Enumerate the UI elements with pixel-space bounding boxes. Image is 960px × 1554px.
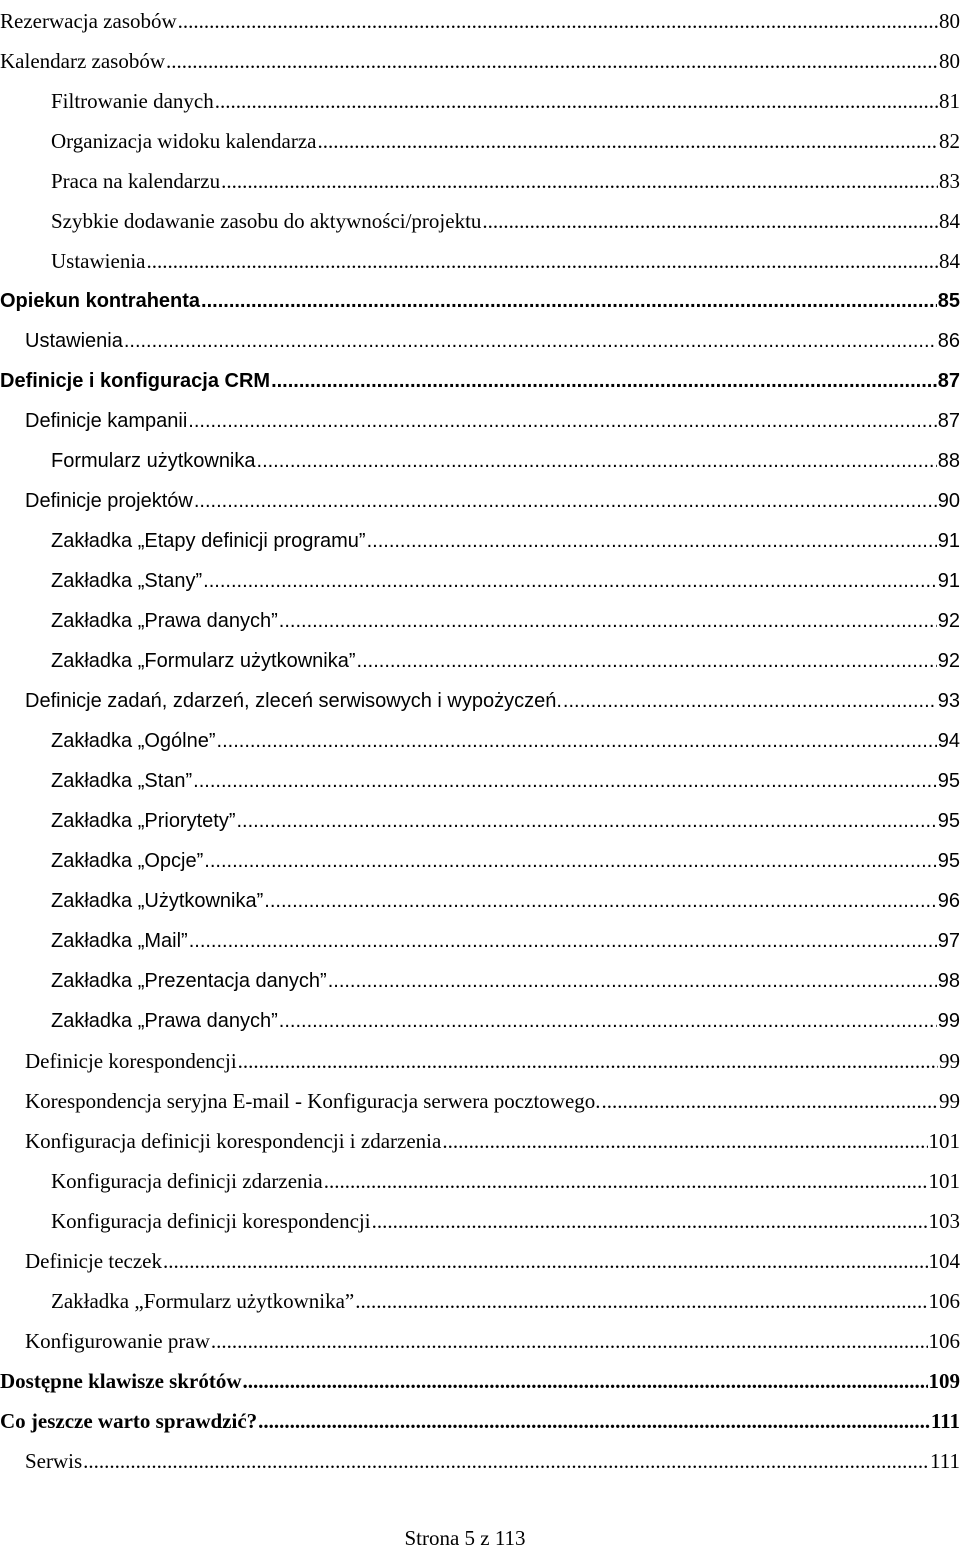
toc-leader-dots — [442, 1128, 927, 1154]
toc-entry-title: Konfiguracja definicji korespondencji i zdarzenia — [25, 1129, 442, 1153]
toc-entry[interactable] — [51, 760, 960, 794]
toc-entry-title: Co jeszcze warto sprawdzić? — [0, 1409, 258, 1433]
toc-entry-page: 103 — [928, 1209, 960, 1233]
toc-entry-page: 101 — [928, 1169, 960, 1193]
toc-leader-dots — [201, 288, 937, 314]
toc-entry-page: 81 — [939, 89, 960, 113]
toc-entry-page: 97 — [937, 930, 960, 952]
toc-leader-dots — [237, 808, 937, 834]
toc-entry[interactable] — [25, 480, 960, 514]
toc-leader-dots — [189, 928, 937, 954]
toc-entry[interactable] — [25, 1080, 960, 1114]
toc-entry-title: Konfiguracja definicji korespondencji — [51, 1209, 371, 1233]
toc-entry[interactable] — [51, 1200, 960, 1234]
toc-entry-page: 95 — [937, 810, 960, 832]
toc-entry-title: Ustawienia — [25, 330, 123, 352]
toc-entry-title: Szybkie dodawanie zasobu do aktywności/projektu — [51, 209, 482, 233]
toc-entry-page: 95 — [937, 850, 960, 872]
toc-entry-page: 96 — [937, 890, 960, 912]
toc-entry[interactable] — [51, 440, 960, 474]
toc-leader-dots — [602, 1088, 938, 1114]
toc-entry-page: 111 — [930, 1449, 960, 1473]
toc-entry-title: Zakładka „Mail” — [51, 930, 188, 952]
toc-entry-title: Zakładka „Opcje” — [51, 850, 204, 872]
toc-leader-dots — [355, 1288, 927, 1314]
toc-entry[interactable] — [51, 880, 960, 914]
toc-entry[interactable] — [0, 40, 960, 74]
toc-leader-dots — [211, 1328, 928, 1354]
toc-leader-dots — [264, 888, 936, 914]
toc-entry-title: Dostępne klawisze skrótów — [0, 1369, 242, 1393]
toc-entry[interactable] — [25, 320, 960, 354]
toc-entry-title: Zakładka „Prawa danych” — [51, 1010, 278, 1032]
toc-entry-title: Zakładka „Etapy definicji programu” — [51, 530, 366, 552]
toc-leader-dots — [163, 1248, 928, 1274]
toc-leader-dots — [83, 1448, 929, 1474]
toc-leader-dots — [238, 1048, 938, 1074]
toc-entry[interactable] — [51, 1280, 960, 1314]
toc-entry-page: 106 — [928, 1289, 960, 1313]
toc-leader-dots — [204, 848, 936, 874]
toc-leader-dots — [217, 728, 937, 754]
toc-leader-dots — [258, 1408, 930, 1434]
toc-leader-dots — [257, 448, 937, 474]
toc-leader-dots — [243, 1368, 928, 1394]
toc-leader-dots — [271, 368, 937, 394]
toc-entry-page: 84 — [939, 249, 960, 273]
page-footer: Strona 5 z 113 — [404, 1526, 526, 1550]
toc-entry-title: Zakładka „Priorytety” — [51, 810, 236, 832]
toc-entry-title: Organizacja widoku kalendarza — [51, 129, 317, 153]
toc-entry-title: Definicje zadań, zdarzeń, zleceń serwisowych i wypożyczeń. — [25, 690, 562, 712]
toc-leader-dots — [194, 488, 937, 514]
toc-entry-title: Konfigurowanie praw — [25, 1329, 210, 1353]
toc-entry-title: Opiekun kontrahenta — [0, 290, 201, 312]
toc-leader-dots — [372, 1208, 928, 1234]
toc-entry-title: Zakładka „Formularz użytkownika” — [51, 1289, 355, 1313]
toc-entry[interactable] — [25, 400, 960, 434]
toc-leader-dots — [563, 688, 937, 714]
toc-entry-page: 85 — [937, 290, 960, 312]
toc-entry-page: 91 — [937, 570, 960, 592]
toc-entry-title: Zakładka „Formularz użytkownika” — [51, 650, 356, 672]
toc-entry[interactable] — [51, 1000, 960, 1034]
toc-entry-title: Filtrowanie danych — [51, 89, 214, 113]
toc-entry-page: 80 — [939, 49, 960, 73]
toc-entry-title: Korespondencja seryjna E-mail - Konfiguracja serwera pocztowego. — [25, 1089, 601, 1113]
toc-entry-page: 95 — [937, 770, 960, 792]
toc-leader-dots — [482, 208, 938, 234]
toc-entry[interactable] — [51, 240, 960, 274]
toc-leader-dots — [166, 48, 938, 74]
toc-entry-page: 93 — [937, 690, 960, 712]
toc-entry[interactable] — [51, 120, 960, 154]
toc-entry-title: Zakładka „Ogólne” — [51, 730, 216, 752]
toc-entry-page: 92 — [937, 650, 960, 672]
toc-leader-dots — [146, 248, 938, 274]
toc-entry-title: Zakładka „Prezentacja danych” — [51, 970, 327, 992]
toc-entry-page: 88 — [937, 450, 960, 472]
toc-leader-dots — [178, 8, 938, 34]
toc-entry-page: 90 — [937, 490, 960, 512]
toc-entry[interactable] — [25, 1440, 960, 1474]
toc-entry-title: Serwis — [25, 1449, 83, 1473]
toc-entry-page: 94 — [937, 730, 960, 752]
toc-entry[interactable] — [51, 920, 960, 954]
toc-entry[interactable] — [51, 640, 960, 674]
toc-entry-title: Zakładka „Użytkownika” — [51, 890, 264, 912]
toc-entry[interactable] — [51, 600, 960, 634]
toc-entry-title: Kalendarz zasobów — [0, 49, 166, 73]
toc-entry[interactable] — [0, 0, 960, 34]
toc-entry[interactable] — [51, 200, 960, 234]
toc-entry-title: Ustawienia — [51, 249, 146, 273]
toc-entry[interactable] — [0, 1360, 960, 1394]
toc-entry-title: Zakładka „Stan” — [51, 770, 193, 792]
toc-entry-page: 92 — [937, 610, 960, 632]
toc-entry-page: 106 — [928, 1329, 960, 1353]
toc-entry-page: 99 — [939, 1089, 960, 1113]
toc-entry[interactable] — [51, 160, 960, 194]
toc-entry-page: 111 — [930, 1409, 960, 1433]
toc-entry-page: 99 — [937, 1010, 960, 1032]
toc-entry-page: 87 — [937, 370, 960, 392]
toc-entry[interactable] — [25, 1040, 960, 1074]
toc-entry-page: 101 — [928, 1129, 960, 1153]
toc-leader-dots — [188, 408, 936, 434]
toc-entry-page: 104 — [928, 1249, 960, 1273]
toc-entry[interactable] — [0, 360, 960, 394]
toc-leader-dots — [324, 1168, 928, 1194]
toc-entry[interactable] — [51, 560, 960, 594]
toc-entry-title: Definicje teczek — [25, 1249, 162, 1273]
toc-leader-dots — [279, 608, 937, 634]
toc-leader-dots — [317, 128, 938, 154]
toc-leader-dots — [367, 528, 937, 554]
toc-entry-page: 87 — [937, 410, 960, 432]
toc-entry[interactable] — [25, 1120, 960, 1154]
toc-entry-page: 99 — [939, 1049, 960, 1073]
toc-entry[interactable] — [0, 280, 960, 314]
toc-entry-page: 82 — [939, 129, 960, 153]
toc-entry[interactable] — [25, 1320, 960, 1354]
toc-entry-title: Formularz użytkownika — [51, 450, 256, 472]
toc-leader-dots — [203, 568, 937, 594]
toc-entry-title: Zakładka „Prawa danych” — [51, 610, 278, 632]
toc-entry-page: 83 — [939, 169, 960, 193]
toc-leader-dots — [124, 328, 937, 354]
toc-leader-dots — [357, 648, 937, 674]
toc-entry-page: 86 — [937, 330, 960, 352]
toc-entry[interactable] — [25, 680, 960, 714]
toc-leader-dots — [193, 768, 937, 794]
toc-entry-title: Praca na kalendarzu — [51, 169, 221, 193]
toc-entry[interactable] — [25, 1240, 960, 1274]
toc-entry[interactable] — [51, 80, 960, 114]
toc-entry-title: Rezerwacja zasobów — [0, 9, 177, 33]
toc-leader-dots — [328, 968, 937, 994]
toc-entry-title: Definicje kampanii — [25, 410, 188, 432]
toc-entry[interactable] — [51, 800, 960, 834]
toc-entry-title: Definicje korespondencji — [25, 1049, 237, 1073]
toc-entry-title: Definicje i konfiguracja CRM — [0, 370, 271, 392]
toc-leader-dots — [221, 168, 938, 194]
toc-entry-page: 91 — [937, 530, 960, 552]
toc-leader-dots — [215, 88, 938, 114]
toc-entry[interactable] — [51, 1160, 960, 1194]
toc-entry-page: 109 — [928, 1369, 960, 1393]
toc-entry[interactable] — [0, 1400, 960, 1434]
toc-entry-title: Definicje projektów — [25, 490, 193, 512]
toc-leader-dots — [279, 1008, 937, 1034]
toc-entry-title: Konfiguracja definicji zdarzenia — [51, 1169, 323, 1193]
toc-entry-page: 84 — [939, 209, 960, 233]
toc-entry[interactable] — [51, 840, 960, 874]
toc-entry[interactable] — [51, 720, 960, 754]
toc-entry-page: 98 — [937, 970, 960, 992]
toc-entry[interactable] — [51, 520, 960, 554]
toc-entry-title: Zakładka „Stany” — [51, 570, 203, 592]
toc-entry-page: 80 — [939, 9, 960, 33]
toc-entry[interactable] — [51, 960, 960, 994]
